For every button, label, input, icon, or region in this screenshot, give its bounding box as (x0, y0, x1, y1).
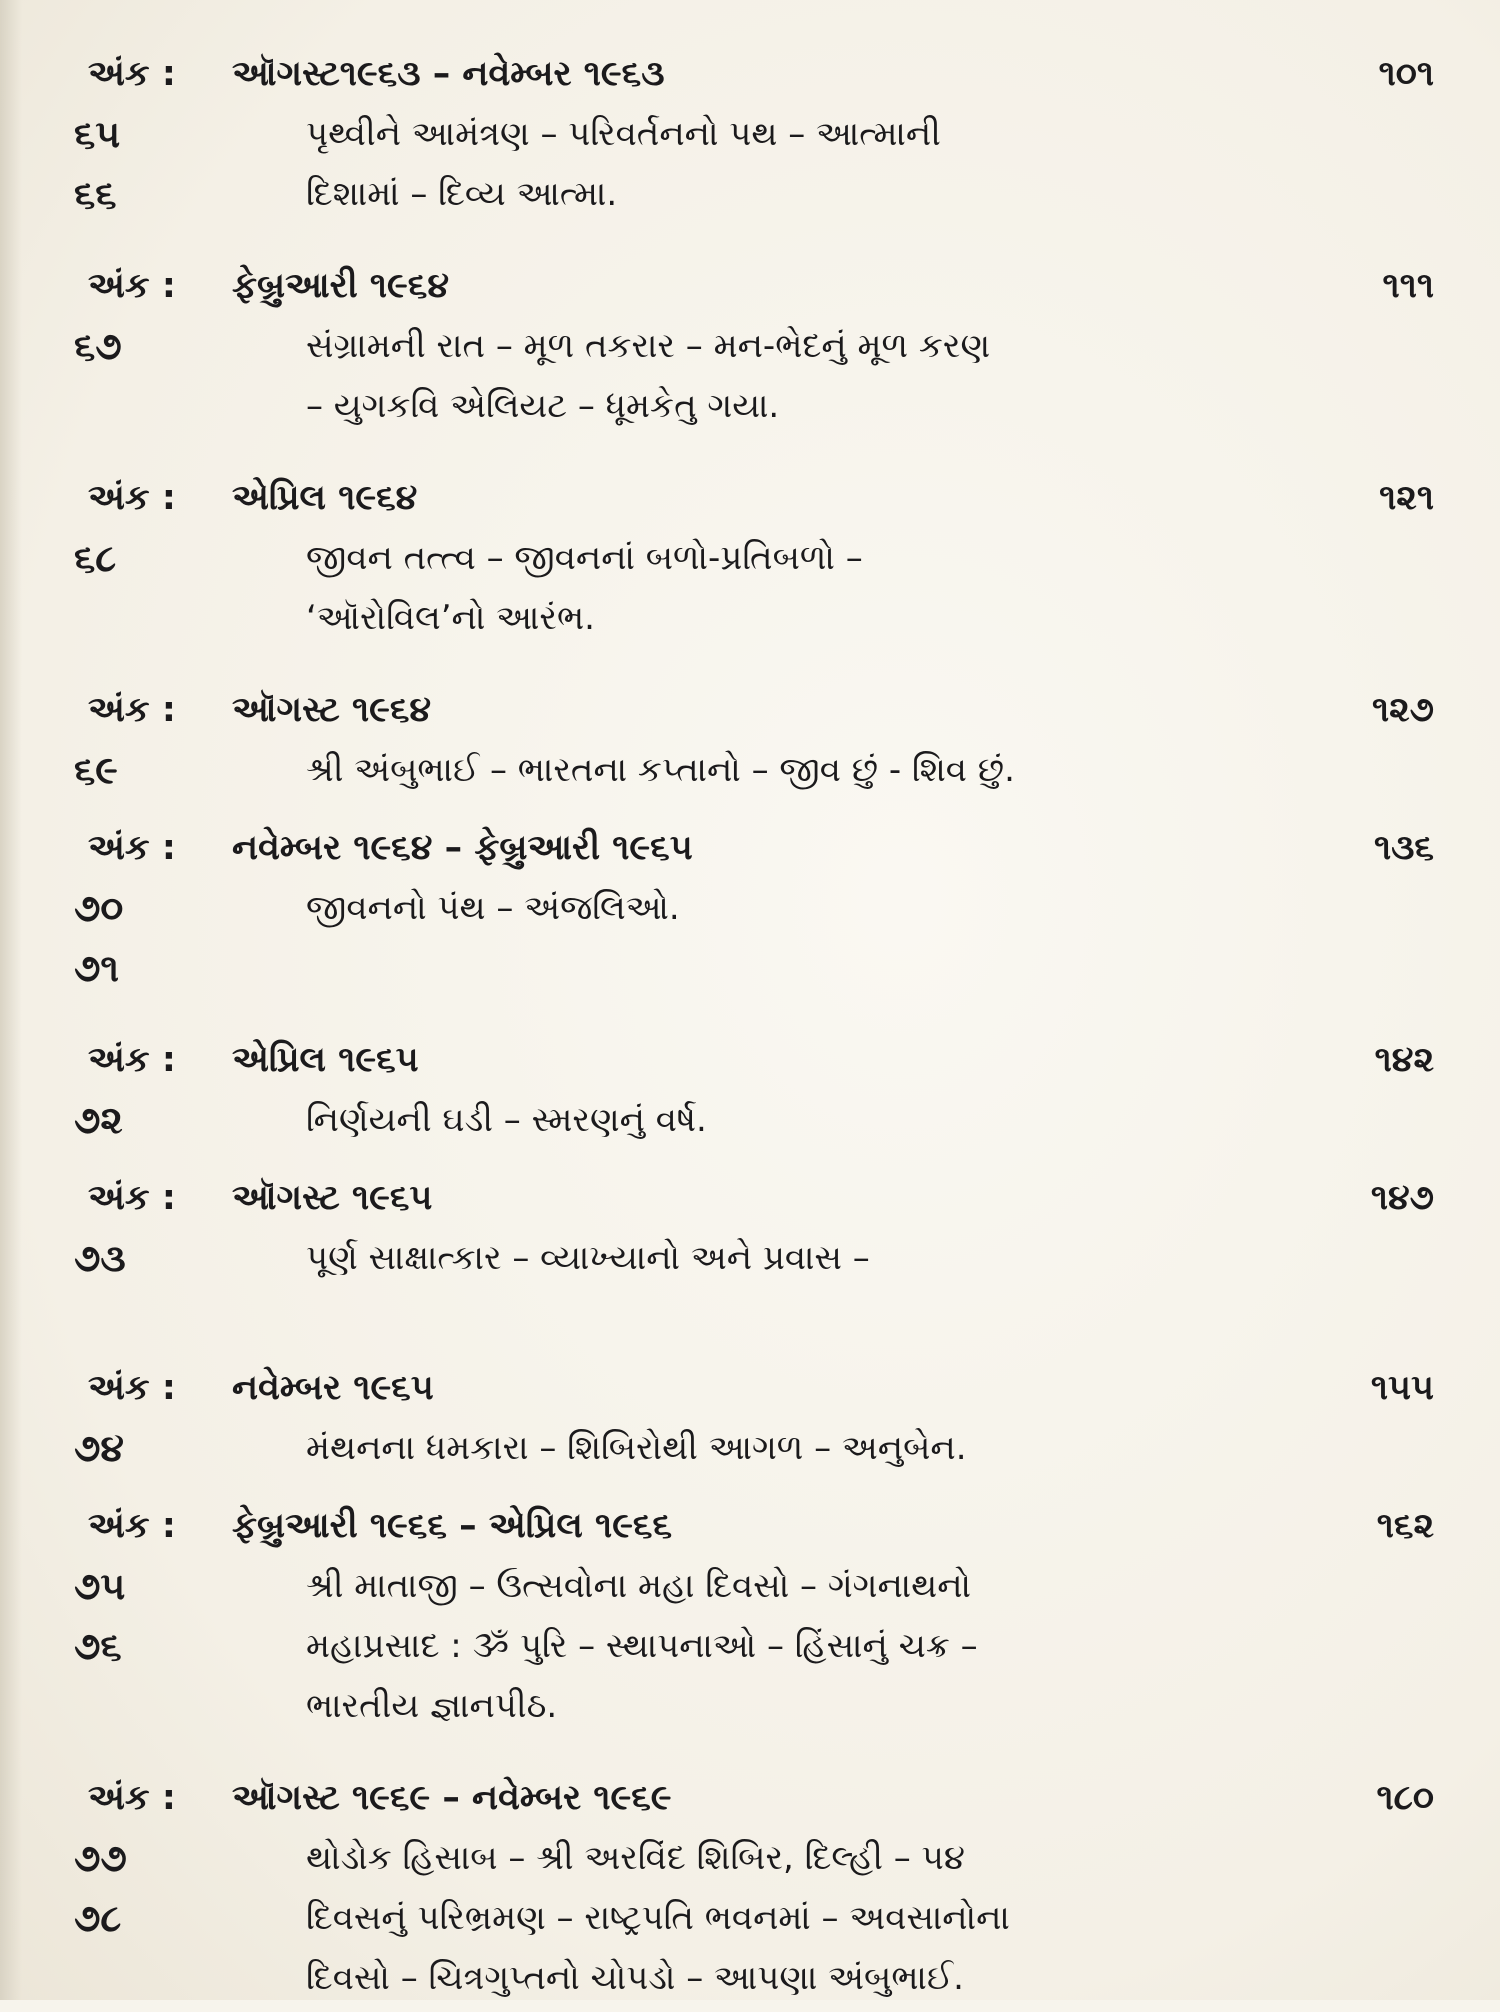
issue-date: ઑગસ્ટ ૧૯૬૪ (232, 690, 432, 730)
issue-header (0, 1362, 1500, 1422)
contents-list (0, 48, 1500, 2012)
chapter-titles: થોડોક હિસાબ – શ્રી અરવિંદ શિબિર, દિલ્હી – ૫૪ (306, 1838, 965, 1878)
chapter-titles: જીવન તત્ત્વ – જીવનનાં બળો-પ્રતિબળો – (306, 538, 863, 578)
page-number: ૧૩૬ (1373, 828, 1434, 868)
issue-date: ઑગસ્ટ ૧૯૬૯ – નવેમ્બર ૧૯૬૯ (232, 1778, 672, 1818)
content-line (0, 1680, 1500, 1740)
content-line (0, 108, 1500, 168)
issue-label: અંક : (88, 828, 176, 868)
contents-entry (0, 1362, 1500, 1482)
issue-number: ૬૭ (74, 324, 122, 368)
issue-header (0, 1500, 1500, 1560)
chapter-titles: – યુગકવિ એલિયટ – ધૂમકેતુ ગયા. (306, 386, 780, 426)
page-number: ૧૧૧ (1382, 266, 1434, 306)
issue-number: ૭૭ (74, 1836, 127, 1880)
chapter-titles: દિવસો – ચિત્રગુપ્તનો ચોપડો – આપણા અંબુભાઈ. (306, 1958, 964, 1998)
chapter-titles: મહાપ્રસાદ : ૐ પુરિ – સ્થાપનાઓ – હિંસાનું ચક્ર – (306, 1626, 978, 1666)
issue-label: અંક : (88, 1040, 176, 1080)
issue-header (0, 822, 1500, 882)
content-line (0, 744, 1500, 804)
contents-entry (0, 472, 1500, 652)
issue-header (0, 1772, 1500, 1832)
issue-number: ૭૨ (74, 1098, 123, 1142)
chapter-titles: ભારતીય જ્ઞાનપીઠ. (306, 1686, 558, 1726)
issue-number: ૬૮ (74, 536, 117, 580)
chapter-titles: શ્રી અંબુભાઈ – ભારતના કપ્તાનો – જીવ છું - શિવ છું. (306, 750, 1015, 790)
content-line (0, 1620, 1500, 1680)
issue-header (0, 1034, 1500, 1094)
contents-entry (0, 684, 1500, 804)
contents-entry (0, 48, 1500, 228)
page-number: ૧૨૧ (1379, 478, 1434, 518)
chapter-titles: પૃથ્વીને આમંત્રણ – પરિવર્તનનો પથ – આત્માની (306, 114, 941, 154)
issue-header (0, 260, 1500, 320)
chapter-titles: સંગ્રામની રાત – મૂળ તકરાર – મન-ભેદનું મૂળ કરણ (306, 326, 991, 366)
issue-label: અંક : (88, 1506, 176, 1546)
issue-label: અંક : (88, 690, 176, 730)
issue-label: અંક : (88, 54, 176, 94)
content-line (0, 1892, 1500, 1952)
page-number: ૧૫૫ (1370, 1368, 1434, 1408)
content-line (0, 532, 1500, 592)
content-line (0, 882, 1500, 942)
content-line (0, 1952, 1500, 2012)
chapter-titles: મંથનના ધમકારા – શિબિરોથી આગળ – અનુબેન. (306, 1428, 967, 1468)
issue-number: ૭૩ (74, 1236, 126, 1280)
issue-date: ફેબ્રુઆરી ૧૯૬૪ (232, 266, 450, 306)
page-number: ૧૦૧ (1378, 54, 1434, 94)
issue-number: ૬૯ (74, 748, 118, 792)
chapter-titles: દિવસનું પરિભ્રમણ – રાષ્ટ્રપતિ ભવનમાં – અવસાનોના (306, 1898, 1010, 1938)
issue-header (0, 684, 1500, 744)
contents-entry (0, 1172, 1500, 1292)
issue-date: ઑગસ્ટ૧૯૬૩ – નવેમ્બર ૧૯૬૩ (232, 54, 665, 94)
chapter-titles: નિર્ણયની ઘડી – સ્મરણનું વર્ષ. (306, 1100, 707, 1140)
contents-entry (0, 260, 1500, 440)
chapter-titles: પૂર્ણ સાક્ષાત્કાર – વ્યાખ્યાનો અને પ્રવાસ – (306, 1238, 870, 1278)
issue-label: અંક : (88, 1778, 176, 1818)
issue-label: અંક : (88, 1178, 176, 1218)
content-line (0, 1560, 1500, 1620)
content-line (0, 1094, 1500, 1154)
contents-entry (0, 1034, 1500, 1154)
contents-entry (0, 822, 1500, 1002)
issue-label: અંક : (88, 266, 176, 306)
chapter-titles: જીવનનો પંથ – અંજલિઓ. (306, 888, 680, 928)
issue-label: અંક : (88, 478, 176, 518)
issue-date: નવેમ્બર ૧૯૬૪ – ફેબ્રુઆરી ૧૯૬૫ (232, 828, 693, 868)
issue-number: ૭૫ (74, 1564, 126, 1608)
chapter-titles: શ્રી માતાજી – ઉત્સવોના મહા દિવસો – ગંગનાથનો (306, 1566, 972, 1606)
chapter-titles: ‘ઑરોવિલ’નો આરંભ. (306, 598, 595, 638)
issue-number: ૭૦ (74, 886, 124, 930)
content-line (0, 942, 1500, 1002)
contents-entry (0, 1500, 1500, 1740)
issue-label: અંક : (88, 1368, 176, 1408)
issue-header (0, 472, 1500, 532)
contents-entry (0, 1772, 1500, 2012)
content-line (0, 1422, 1500, 1482)
page-number: ૧૨૭ (1371, 690, 1434, 730)
page-number: ૧૮૦ (1376, 1778, 1434, 1818)
content-line (0, 592, 1500, 652)
issue-number: ૬૫ (74, 112, 121, 156)
issue-number: ૭૪ (74, 1426, 124, 1470)
content-line (0, 1232, 1500, 1292)
issue-header (0, 1172, 1500, 1232)
content-line (0, 168, 1500, 228)
issue-number: ૬૬ (74, 172, 117, 216)
page-number: ૧૪૭ (1370, 1178, 1434, 1218)
issue-date: એપ્રિલ ૧૯૬૪ (232, 478, 418, 518)
chapter-titles: દિશામાં – દિવ્ય આત્મા. (306, 174, 618, 214)
issue-date: ઑગસ્ટ ૧૯૬૫ (232, 1178, 433, 1218)
issue-date: એપ્રિલ ૧૯૬૫ (232, 1040, 419, 1080)
issue-number: ૭૮ (74, 1896, 122, 1940)
content-line (0, 320, 1500, 380)
page-number: ૧૪૨ (1374, 1040, 1434, 1080)
issue-date: ફેબ્રુઆરી ૧૯૬૬ – એપ્રિલ ૧૯૬૬ (232, 1506, 673, 1546)
issue-number: ૭૬ (74, 1624, 122, 1668)
issue-date: નવેમ્બર ૧૯૬૫ (232, 1368, 434, 1408)
issue-number: ૭૧ (74, 946, 120, 990)
page-number: ૧૬૨ (1376, 1506, 1434, 1546)
issue-header (0, 48, 1500, 108)
content-line (0, 1832, 1500, 1892)
content-line (0, 380, 1500, 440)
